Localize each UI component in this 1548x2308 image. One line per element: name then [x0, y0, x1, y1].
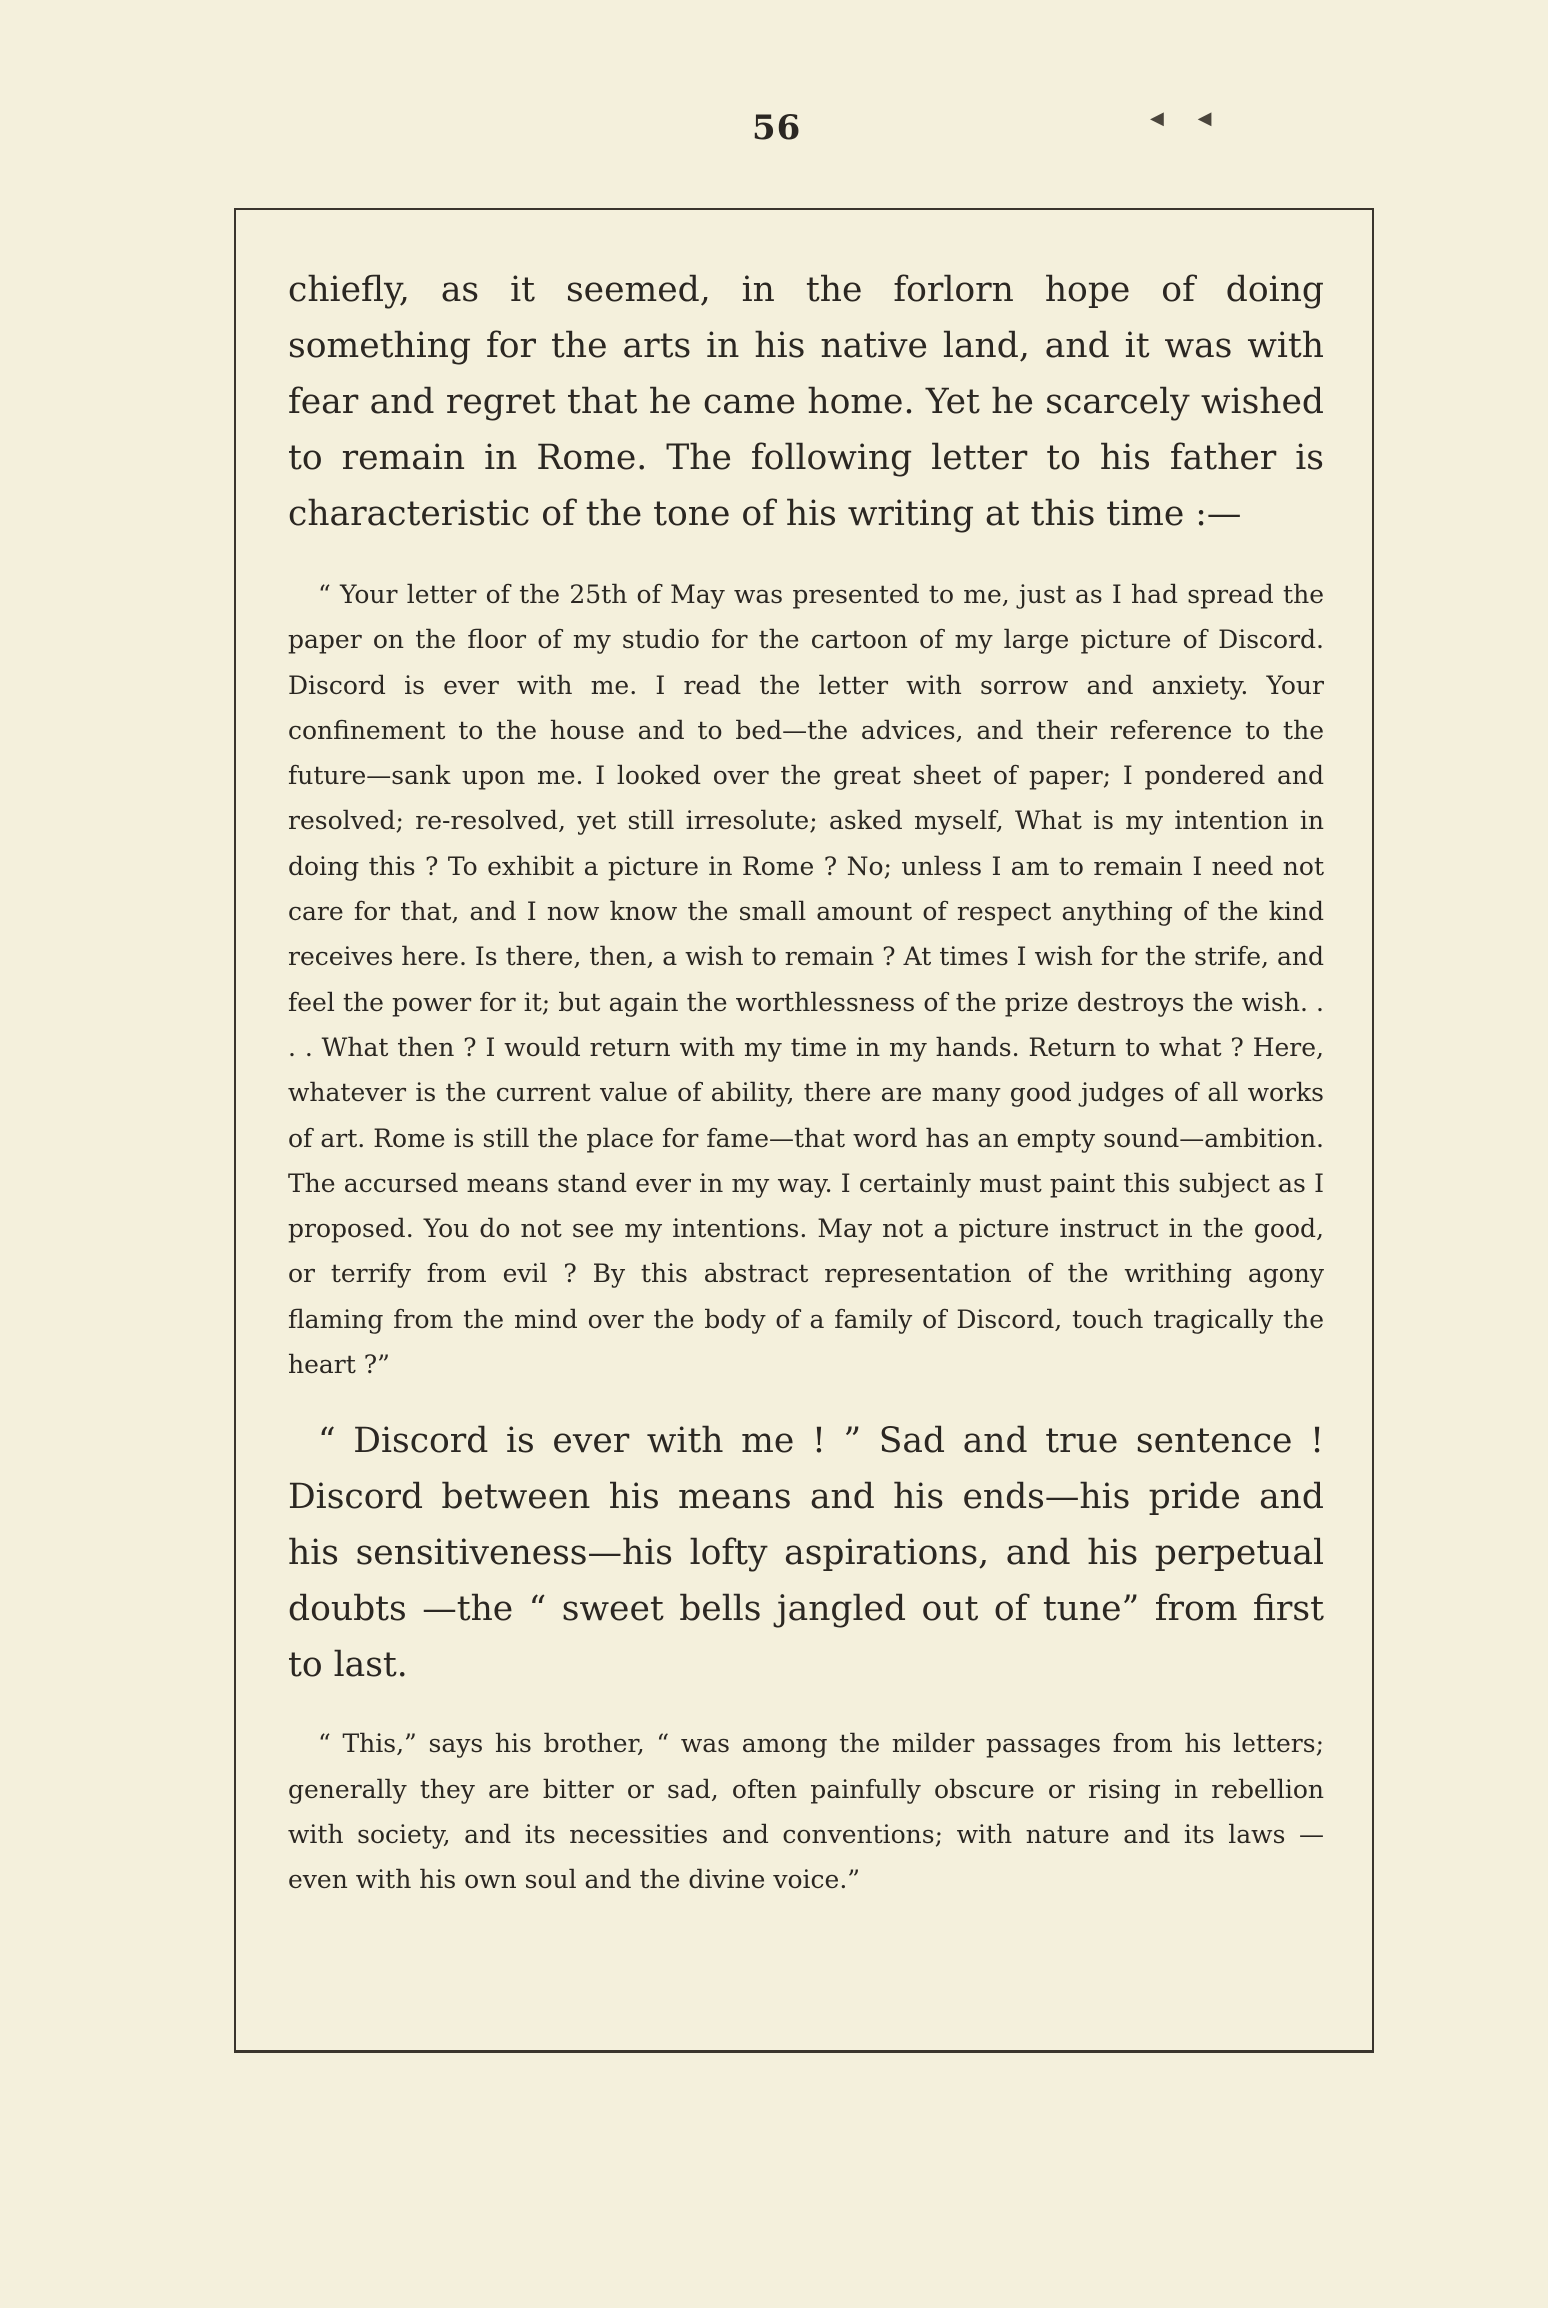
paragraph-intro: chiefly, as it seemed, in the forlorn hope of doing something for the arts in his native land, and it was with fear and regret that he came home. Yet he scarcely wished to remain in Rome. The following letter to his father is characteristic of the tone of his writing at this time :—	[288, 270, 1324, 534]
brother-quote: “ This,” says his brother, “ was among the milder passages from his letters; generally they are bitter or sad, often painfully obscure or rising in rebellion with society, and its necessities and conventions; with nature and its laws — even with his own soul and the divine voice.”	[288, 1729, 1324, 1895]
margin-marks: ◀ ◀	[1150, 108, 1226, 129]
page-number: 56	[752, 108, 802, 148]
paragraph-discord: “ Discord is ever with me ! ” Sad and true sentence ! Discord between his means and his ends—his pride and his sensitiveness—his lofty aspirations, and his perpetual doubts —the “ sweet bells jangled out of tune” from first to last.	[288, 1421, 1324, 1686]
letter-quote: “ Your letter of the 25th of May was presented to me, just as I had spread the paper on the floor of my studio for the cartoon of my large picture of Discord. Discord is ever with me. I read the letter with sorrow and anxiety. Your confinement to the house and to bed—the advices, and their reference to the future—sank upon me. I looked over the great sheet of paper; I pondered and resolved; re-resolved, yet still irresolute; asked myself, What is my intention in doing this ? To exhibit a picture in Rome ? No; unless I am to remain I need not care for that, and I now know the small amount of respect anything of the kind receives here. Is there, then, a wish to remain ? At times I wish for the strife, and feel the power for it; but again the worthlessness of the prize destroys the wish. . . . What then ? I would return with my time in my hands. Return to what ? Here, whatever is the current value of ability, there are many good judges of all works of art. Rome is still the place for fame—that word has an empty sound—ambition. The accursed means stand ever in my way. I certainly must paint this subject as I proposed. You do not see my intentions. May not a picture instruct in the good, or terrify from evil ? By this abstract representation of the writhing agony flaming from the mind over the body of a family of Discord, touch tragically the heart ?”	[288, 580, 1324, 1380]
page-content	[288, 262, 1324, 1903]
